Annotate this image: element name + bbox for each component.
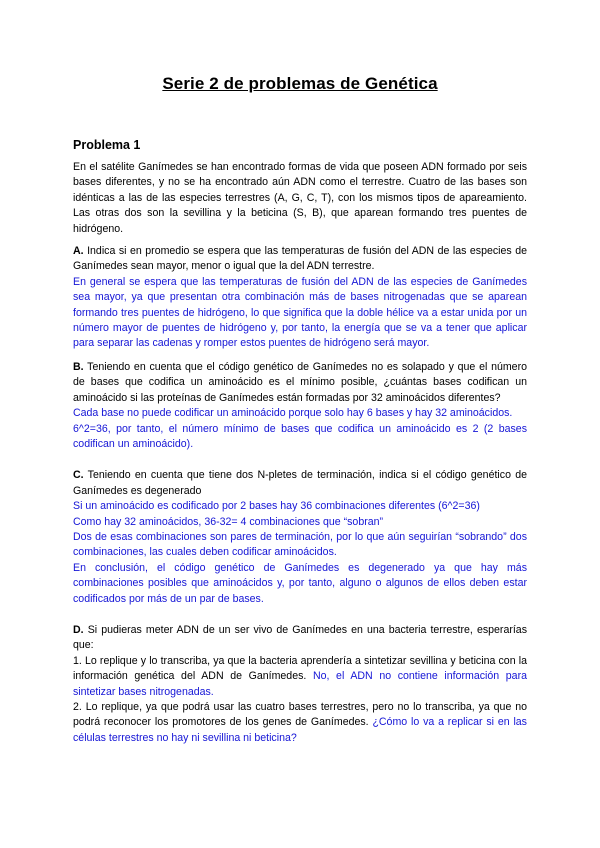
page-title: Serie 2 de problemas de Genética: [162, 74, 438, 93]
answer-b-1: Cada base no puede codificar un aminoácido porque solo hay 6 bases y hay 32 aminoácidos.: [73, 407, 513, 420]
option-d-2-answer: ¿Cómo lo va a replicar si en las células terrestres no hay ni sevillina ni beticina?: [73, 716, 527, 744]
problem-intro: En el satélite Ganímedes se han encontrado formas de vida que poseen ADN formado por seis bases diferentes, y no se ha encontrado aún ADN como el terrestre. Cuatro de las bases son idénticas a las de las especies terrestres (A, G, C, T), con los mismos tipos de apareamiento. Las otras dos son la sevillina y la beticina (S, B), que aparean formando tres puentes de hidrógeno.: [73, 161, 527, 235]
answer-c-2: Como hay 32 aminoácidos, 36-32= 4 combinaciones que “sobran”: [73, 515, 384, 528]
question-c-text: Teniendo en cuenta que tiene dos N-pletes de terminación, indica si el código genético de Ganímedes es degenerado: [73, 469, 527, 497]
option-d-1: [73, 654, 527, 700]
question-d: [73, 623, 527, 654]
question-a-label: A.: [73, 245, 84, 258]
answer-b-2: 6^2=36, por tanto, el número mínimo de bases que codifica un aminoácido es 2 (2 bases codifican un aminoácido).: [73, 422, 527, 450]
question-a: [73, 244, 527, 275]
question-d-label: D.: [73, 623, 84, 636]
question-b-label: B.: [73, 360, 84, 373]
document-body: [73, 138, 527, 746]
question-c-label: C.: [73, 469, 84, 482]
answer-a: En general se espera que las temperaturas de fusión del ADN de las especies de Ganímedes sea mayor, ya que presentan otra combinación más de bases nitrogenadas que se aparean formando tres puentes de hidrógeno, lo que significa que la doble hélice va a estar unida por un número mayor de puentes de hidrógeno y, por tanto, la energía que se va a tener que aplicar para separar las cadenas y romper estos puentes de hidrógeno será mayor.: [73, 275, 527, 350]
option-d-1-text: 1. Lo replique y lo transcriba, ya que la bacteria aprendería a sintetizar sevillina y beticina con la información genética del ADN de Ganímedes.: [73, 654, 527, 683]
problem-heading: Problema 1: [73, 138, 141, 152]
question-b: [73, 360, 527, 406]
question-c: [73, 468, 527, 499]
answer-c-4: En conclusión, el código genético de Ganímedes es degenerado ya que hay más combinaciones posibles que aminoácidos y, por tanto, alguno o algunos de ellos deben estar codificados por más de un par de bases.: [73, 561, 527, 605]
option-d-2-text: 2. Lo replique, ya que podrá usar las cuatro bases terrestres, pero no lo transcriba, ya que no podrá reconocer los promotores de los genes de Ganímedes.: [73, 701, 527, 729]
option-d-2: [73, 700, 527, 746]
answer-c-1: Si un aminoácido es codificado por 2 bases hay 36 combinaciones diferentes (6^2=36): [73, 500, 480, 513]
answer-c-3: Dos de esas combinaciones son pares de terminación, por lo que aún seguirían “sobrando” dos combinaciones, las cuales deben codificar aminoácidos.: [73, 530, 527, 559]
option-d-1-answer: No, el ADN no contiene información para sintetizar bases nitrogenadas.: [73, 670, 527, 698]
question-d-text: Si pudieras meter ADN de un ser vivo de Ganímedes en una bacteria terrestre, esperarías que:: [73, 623, 527, 652]
question-a-text: Indica si en promedio se espera que las temperaturas de fusión del ADN de las especies de Ganímedes sean mayor, menor o igual que la del ADN terrestre.: [73, 245, 527, 273]
question-b-text: Teniendo en cuenta que el código genético de Ganímedes no es solapado y que el número de bases que codifica un aminoácido es el mínimo posible, ¿cuántas bases codifican un aminoácido si las proteínas de Ganímedes están formadas por 32 aminoácidos diferentes?: [73, 360, 527, 404]
